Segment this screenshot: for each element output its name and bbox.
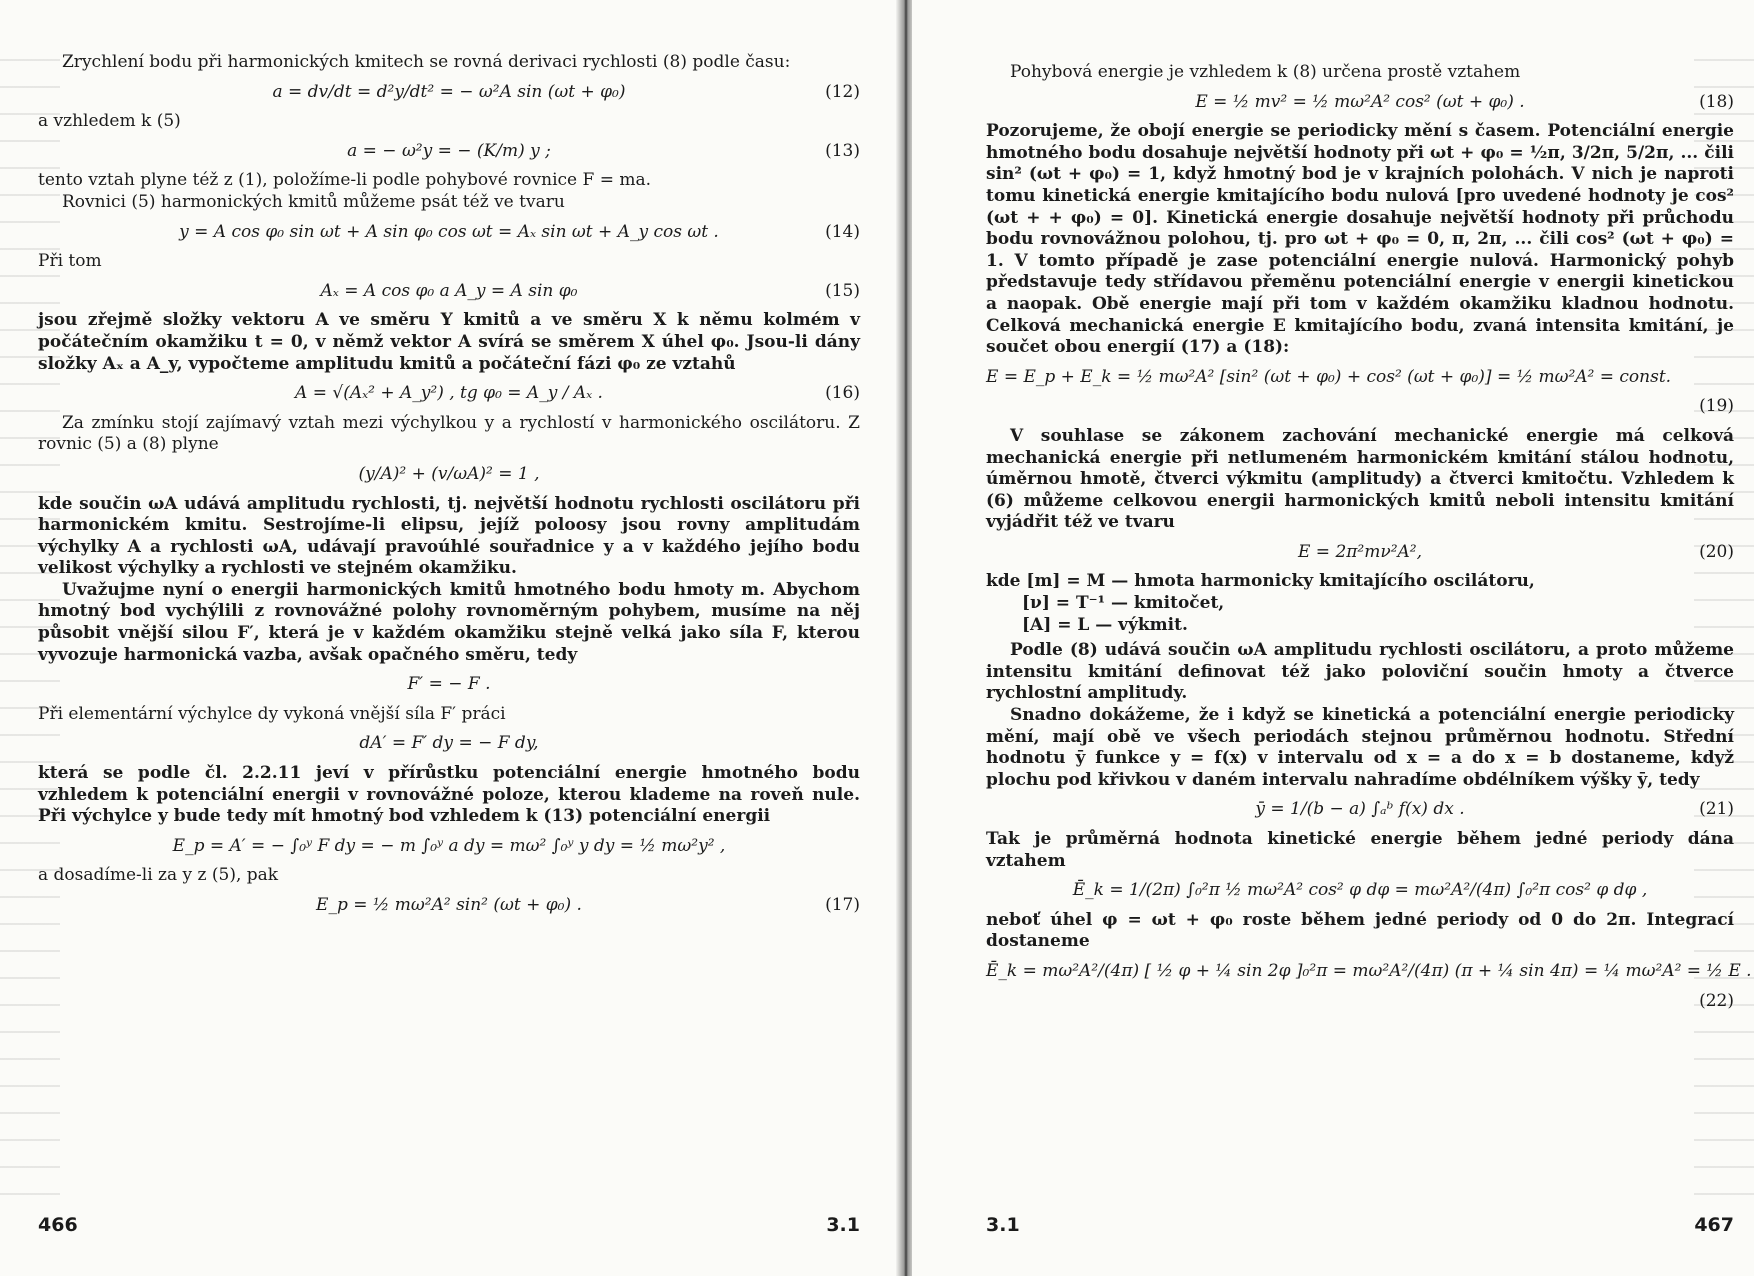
paragraph: a dosadíme-li za y z (5), pak (38, 865, 279, 886)
paragraph: neboť úhel φ = ωt + φ₀ roste během jedné periody od 0 do 2π. Integrací dostaneme (986, 909, 1734, 952)
dimension-list (986, 571, 1734, 636)
equation-number: (21) (1699, 799, 1734, 820)
dimension-item: [A] = L — výkmit. (1022, 614, 1188, 635)
equation-number: (18) (1699, 91, 1734, 112)
kinetic-average-equation: Ē_k = 1/(2π) ∫₀²π ½ mω²A² cos² φ dφ = mω²A²/(4π) ∫₀²π cos² φ dφ , (1072, 880, 1648, 901)
force-equation: F′ = − F . (407, 674, 491, 695)
work-equation: dA′ = F′ dy = − F dy, (359, 733, 539, 754)
equation-number: (20) (1699, 541, 1734, 562)
equation-22-number-row (986, 991, 1734, 1013)
paragraph: jsou zřejmě složky vektoru A ve směru Y kmitů a ve směru X k němu kolmém v počátečním okamžiku t = 0, v němž vektor A svírá se směrem X úhel φ₀. Jsou-li dány složky Aₓ a A_y, vypočteme amplitudu kmitů a počáteční fázi φ₀ ze vztahů (38, 310, 860, 374)
paragraph: Uvažujme nyní o energii harmonických kmitů hmotného bodu hmoty m. Abychom hmotný bod vychýlili z rovnovážné polohy rovnoměrným pohybem, musíme na něj působit vnější silou F′, která je v každém okamžiku stejně velká jako síla F, kterou vyvozuje harmonická vazba, avšak opačného směru, tedy (38, 579, 860, 665)
right-page (912, 0, 1754, 1276)
equation-17: E_p = ½ mω²A² sin² (ωt + φ₀) . (17) (316, 895, 860, 915)
dimension-item: kde [m] = M — hmota harmonicky kmitajícího oscilátoru, (986, 571, 1535, 592)
paragraph: Podle (8) udává součin ωA amplitudu rychlosti oscilátoru, a proto můžeme intensitu kmitání definovat též jako poloviční součin hmoty a čtverce rychlostní amplitudy. (986, 640, 1734, 704)
page-number: 466 (38, 1214, 78, 1236)
dimension-item: [ν] = T⁻¹ — kmitočet, (1022, 593, 1225, 614)
paragraph: Při tom (38, 251, 102, 272)
paragraph: Rovnici (5) harmonických kmitů můžeme psát též ve tvaru (62, 191, 565, 212)
equation-number: (14) (825, 221, 860, 242)
equation-20: E = 2π²mν²A², (20) (1297, 541, 1734, 562)
paragraph: a vzhledem k (5) (38, 111, 181, 132)
section-number: 3.1 (826, 1214, 860, 1236)
equation-number: (19) (1699, 396, 1734, 417)
equation-16: A = √(Aₓ² + A_y²) , tg φ₀ = A_y / Aₓ . (16) (295, 383, 860, 404)
equation-13: a = − ω²y = − (K/m) y ; (13) (347, 140, 860, 161)
potential-energy-equation: E_p = A′ = − ∫₀ʸ F dy = − m ∫₀ʸ a dy = mω² ∫₀ʸ y dy = ½ mω²y² , (172, 835, 726, 856)
paragraph: Pozorujeme, že obojí energie se periodicky mění s časem. Potenciální energie hmotného bodu dosahuje největší hodnoty při ωt + φ₀ = ½π, 3/2π, 5/2π, ... čili sin² (ωt + φ₀) = 1, když hmotný bod je v krajních polohách. V nich je naproti tomu kinetická energie kmitajícího bodu nulová [pro uvedené hodnoty je cos² (ωt + + φ₀) = 0]. Kinetická energie dosahuje největší hodnoty při průchodu bodu rovnovážnou polohou, tj. pro ωt + φ₀ = 0, π, 2π, ... čili cos² (ωt + φ₀) = 1. V tomto případě je zase potenciální energie nulová. Harmonický pohyb představuje tedy střídavou přeměnu potenciální energie v energii kinetickou a naopak. Obě energie mají při tom v každém okamžiku kladnou hodnotu. Celková mechanická energie E kmitajícího bodu, zvaná intensita kmitání, je součet obou energií (17) a (18): (986, 121, 1734, 358)
paragraph: kde součin ωA udává amplitudu rychlosti, tj. největší hodnotu rychlosti oscilátoru při harmonickém kmitu. Sestrojíme-li elipsu, jejíž poloosy jsou rovny amplitudám výchylky A a rychlosti ωA, udávají pravoúhlé souřadnice y a v každého jejího bodu velikost výchylky a rychlosti ve stejném okamžiku. (38, 493, 860, 579)
equation-number: (17) (825, 895, 860, 915)
paragraph: Zrychlení bodu při harmonických kmitech se rovná derivaci rychlosti (8) podle času: (62, 52, 791, 72)
equation-number: (16) (825, 383, 860, 404)
equation-22: Ē_k = mω²A²/(4π) [ ½ φ + ¼ sin 2φ ]₀²π = mω²A²/(4π) (π + ¼ sin 4π) = ¼ mω²A² = ½ E . (986, 960, 1752, 981)
equation-14: y = A cos φ₀ sin ωt + A sin φ₀ cos ωt = Aₓ sin ωt + A_y cos ωt . (14) (179, 221, 860, 242)
paragraph: Za zmínku stojí zajímavý vztah mezi výchylkou y a rychlostí v harmonického oscilátoru. Z rovnic (5) a (8) plyne (38, 412, 860, 455)
paragraph: tento vztah plyne též z (1), položíme-li podle pohybové rovnice F = ma. (38, 170, 652, 191)
left-page-text (38, 52, 860, 917)
paragraph: Pohybová energie je vzhledem k (8) určena prostě vztahem (1010, 62, 1521, 82)
right-page-text (986, 62, 1752, 1012)
equation-15: Aₓ = A cos φ₀ a A_y = A sin φ₀ (15) (320, 280, 860, 301)
equation-number: (22) (1699, 990, 1734, 1011)
page-number: 467 (1694, 1214, 1734, 1236)
equation-19-number-row (986, 396, 1734, 418)
equation-number: (15) (825, 280, 860, 301)
paragraph: která se podle čl. 2.2.11 jeví v přírůstku potenciální energie hmotného bodu vzhledem k potenciální energii v rovnovážné poloze, kterou klademe na roveň nule. Při výchylce y bude tedy mít hmotný bod vzhledem k (13) potenciální energii (38, 763, 860, 827)
equation-12: a = dv/dt = d²y/dt² = − ω²A sin (ωt + φ₀) (12) (272, 81, 860, 102)
paragraph: Tak je průměrná hodnota kinetické energie během jedné periody dána vztahem (986, 829, 1734, 871)
equation-19: E = E_p + E_k = ½ mω²A² [sin² (ωt + φ₀) + cos² (ωt + φ₀)] = ½ mω²A² = const. (986, 366, 1672, 387)
section-number: 3.1 (986, 1214, 1020, 1236)
ellipse-equation: (y/A)² + (v/ωA)² = 1 , (358, 463, 540, 484)
paragraph: Při elementární výchylce dy vykoná vnější síla F′ práci (38, 703, 506, 724)
paragraph: Snadno dokážeme, že i když se kinetická a potenciální energie periodicky mění, mají obě ve všech periodách stejnou průměrnou hodnotu. Střední hodnotu ȳ funkce y = f(x) v intervalu od x = a do x = b dostaneme, když plochu pod křivkou v daném intervalu nahradíme obdélníkem výšky ȳ, tedy (986, 705, 1734, 790)
equation-21: ȳ = 1/(b − a) ∫ₐᵇ f(x) dx . (21) (1255, 799, 1734, 820)
equation-number: (13) (825, 140, 860, 161)
equation-number: (12) (825, 81, 860, 102)
paragraph: V souhlase se zákonem zachování mechanické energie má celková mechanická energie při netlumeném harmonickém kmitání stálou hodnotu, úměrnou hmotě, čtverci výkmitu (amplitudy) a čtverci kmitočtu. Vzhledem k (6) můžeme celkovou energii harmonických kmitů neboli intensitu kmitání vyjádřit též ve tvaru (986, 425, 1734, 533)
equation-18: E = ½ mv² = ½ mω²A² cos² (ωt + φ₀) . (18) (1195, 91, 1734, 112)
